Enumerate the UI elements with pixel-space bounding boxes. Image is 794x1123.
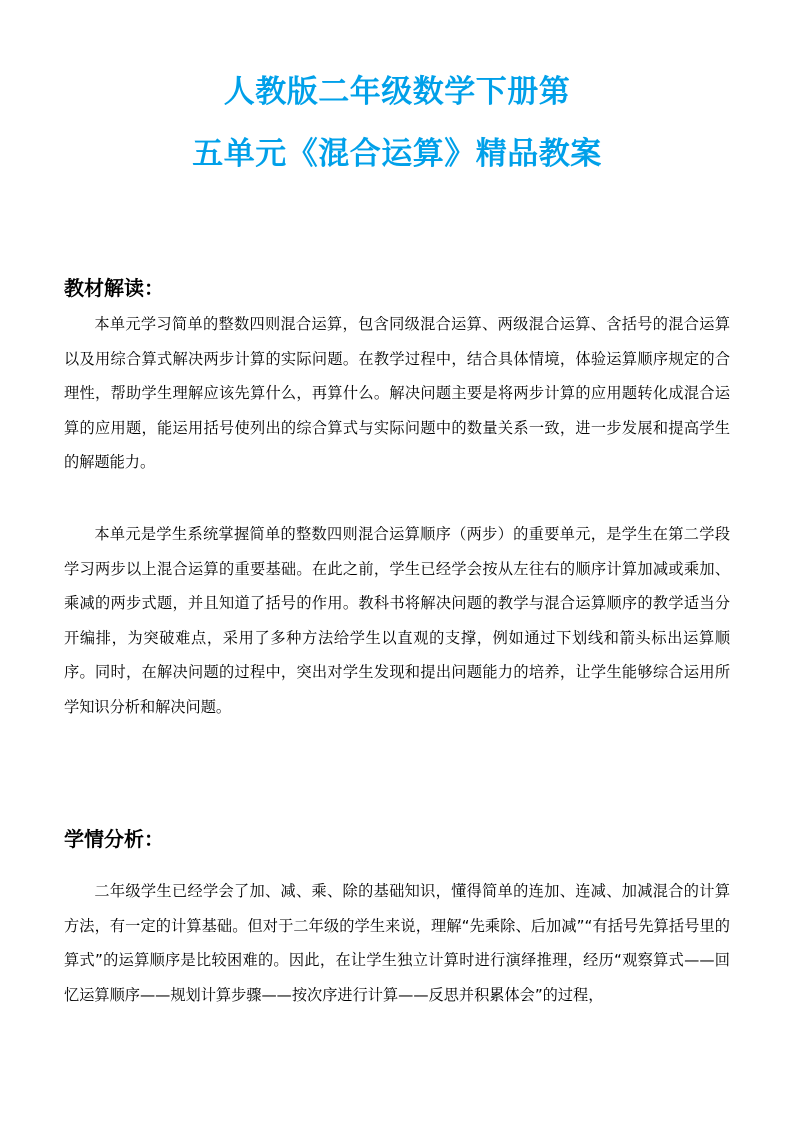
paragraph: 本单元学习简单的整数四则混合运算，包含同级混合运算、两级混合运算、含括号的混合运算以及用综合算式解决两步计算的实际问题。在教学过程中，结合具体情境，体验运算顺序规定的合理性，帮助学生理解应该先算什么，再算什么。解决问题主要是将两步计算的应用题转化成混合运算的应用题，能运用括号使列出的综合算式与实际问题中的数量关系一致，进一步发展和提高学生的解题能力。 xyxy=(64,315,730,472)
section-heading-textbook-analysis: 教材解读： xyxy=(64,276,164,300)
document-title-line-1: 人教版二年级数学下册第 xyxy=(223,74,571,110)
paragraph: 本单元是学生系统掌握简单的整数四则混合运算顺序（两步）的重要单元，是学生在第二学段学习两步以上混合运算的重要基础。在此之前，学生已经学会按从左往右的顺序计算加减或乘加、乘减的两步式题，并且知道了括号的作用。教科书将解决问题的教学与混合运算顺序的教学适当分开编排，为突破难点，采用了多种方法给学生以直观的支撑，例如通过下划线和箭头标出运算顺序。同时，在解决问题的过程中，突出对学生发现和提出问题能力的培养，让学生能够综合运用所学知识分析和解决问题。 xyxy=(64,525,730,716)
document-title-line-2: 五单元《混合运算》精品教案 xyxy=(192,136,602,172)
section-heading-student-analysis: 学情分析： xyxy=(64,827,164,851)
paragraph: 二年级学生已经学会了加、减、乘、除的基础知识，懂得简单的连加、连减、加减混合的计算方法，有一定的计算基础。但对于二年级的学生来说，理解“先乘除、后加减”“有括号先算括号里的算式”的运算顺序是比较困难的。因此，在让学生独立计算时进行演绎推理，经历“观察算式——回忆运算顺序——规划计算步骤——按次序进行计算——反思并积累体会”的过程， xyxy=(64,882,730,1004)
